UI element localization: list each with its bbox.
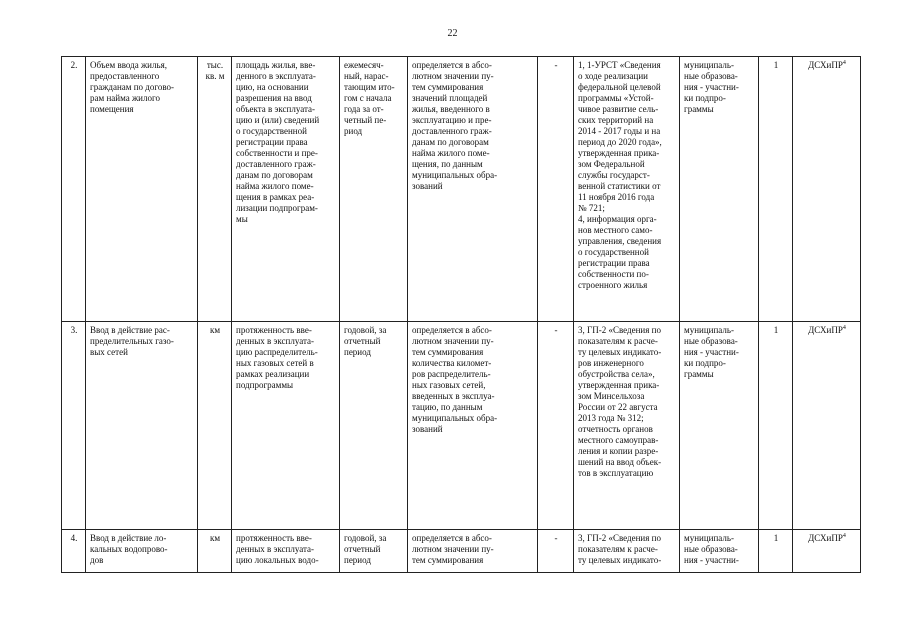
data-source: 1, 1-УРСТ «Сведения о ходе реализации федеральной целевой программы «Устой- чивое развитие сель- ских территорий на 2014 - 2017 годы и на период до 2020 года», утвержденная прика- зом Федеральной службы государст- венной статистики от 11 ноября 2016 года № 721; 4, информация орга- нов местного само- управления, сведения о государственной регистрации права собственности по- строенного жилья xyxy=(574,57,680,322)
calculation-method: определяется в абсо- лютном значении пу- тем суммирования xyxy=(408,530,538,573)
calculation-method: определяется в абсо- лютном значении пу- тем суммирования значений площадей жилья, введенного в эксплуатацию и пре- доставленного граж- данам по договорам найма жилого поме- щения, по данным муниципальных обра- зований xyxy=(408,57,538,322)
row-number: 3. xyxy=(62,322,86,530)
footnote-mark: 4 xyxy=(842,533,846,539)
table-row xyxy=(62,322,861,530)
basic-indicators: - xyxy=(538,322,574,530)
participants: муниципаль- ные образова- ния - участни- xyxy=(680,530,759,573)
responsible-body xyxy=(793,530,861,573)
indicator-definition: протяженность вве- денных в эксплуата- цию распределитель- ных газовых сетей в рамках реализации подпрограммы xyxy=(232,322,340,530)
responsible-label: ДСХиПР xyxy=(808,533,843,543)
indicator-name: Объем ввода жилья, предоставленного гражданам по догово- рам найма жилого помещения xyxy=(86,57,198,322)
periodicity: годовой, за отчетный период xyxy=(340,530,408,573)
periodicity: годовой, за отчетный период xyxy=(340,322,408,530)
calculation-method: определяется в абсо- лютном значении пу- тем суммирования количества километ- ров распределитель- ных газовых сетей, введенных в эксплуа- тацию, по данным муниципальных обра- зований xyxy=(408,322,538,530)
unit-of-measure: км xyxy=(198,322,232,530)
responsible-label: ДСХиПР xyxy=(808,325,843,335)
data-source: 3, ГП-2 «Сведения по показателям к расче- ту целевых индикато- xyxy=(574,530,680,573)
collection-code: 1 xyxy=(759,57,793,322)
indicator-table xyxy=(61,56,861,573)
table-row xyxy=(62,530,861,573)
basic-indicators: - xyxy=(538,57,574,322)
unit-of-measure: тыс. кв. м xyxy=(198,57,232,322)
data-source: 3, ГП-2 «Сведения по показателям к расче- ту целевых индикато- ров инженерного обустройства села», утвержденная прика- зом Минсельхоза России от 22 августа 2013 года № 312; отчетность органов местного самоупрaв- ления и копии разре- шений на ввод объек- тов в эксплуатацию xyxy=(574,322,680,530)
row-number: 4. xyxy=(62,530,86,573)
footnote-mark: 4 xyxy=(842,60,846,66)
basic-indicators: - xyxy=(538,530,574,573)
row-number: 2. xyxy=(62,57,86,322)
participants: муниципаль- ные образова- ния - участни- ки подпро- граммы xyxy=(680,57,759,322)
periodicity: ежемесяч- ный, нарас- тающим ито- гом с начала года за от- четный пе- риод xyxy=(340,57,408,322)
responsible-body xyxy=(793,322,861,530)
indicator-name: Ввод в действие ло- кальных водопрово- дов xyxy=(86,530,198,573)
indicator-definition: площадь жилья, вве- денного в эксплуата- цию, на основании разрешения на ввод объекта в эксплуата- цию и (или) сведений о государственной регистрации права собственности и пре- доставленного граж- данам по договорам найма жилого поме- щения в рамках реа- лизации подпрограм- мы xyxy=(232,57,340,322)
responsible-label: ДСХиПР xyxy=(808,60,843,70)
page-number: 22 xyxy=(447,28,458,39)
table-row xyxy=(62,57,861,322)
indicator-name: Ввод в действие рас- пределительных газо- вых сетей xyxy=(86,322,198,530)
indicator-definition: протяженность вве- денных в эксплуата- цию локальных водо- xyxy=(232,530,340,573)
collection-code: 1 xyxy=(759,322,793,530)
responsible-body xyxy=(793,57,861,322)
unit-of-measure: км xyxy=(198,530,232,573)
footnote-mark: 4 xyxy=(842,325,846,331)
participants: муниципаль- ные образова- ния - участни- ки подпро- граммы xyxy=(680,322,759,530)
collection-code: 1 xyxy=(759,530,793,573)
